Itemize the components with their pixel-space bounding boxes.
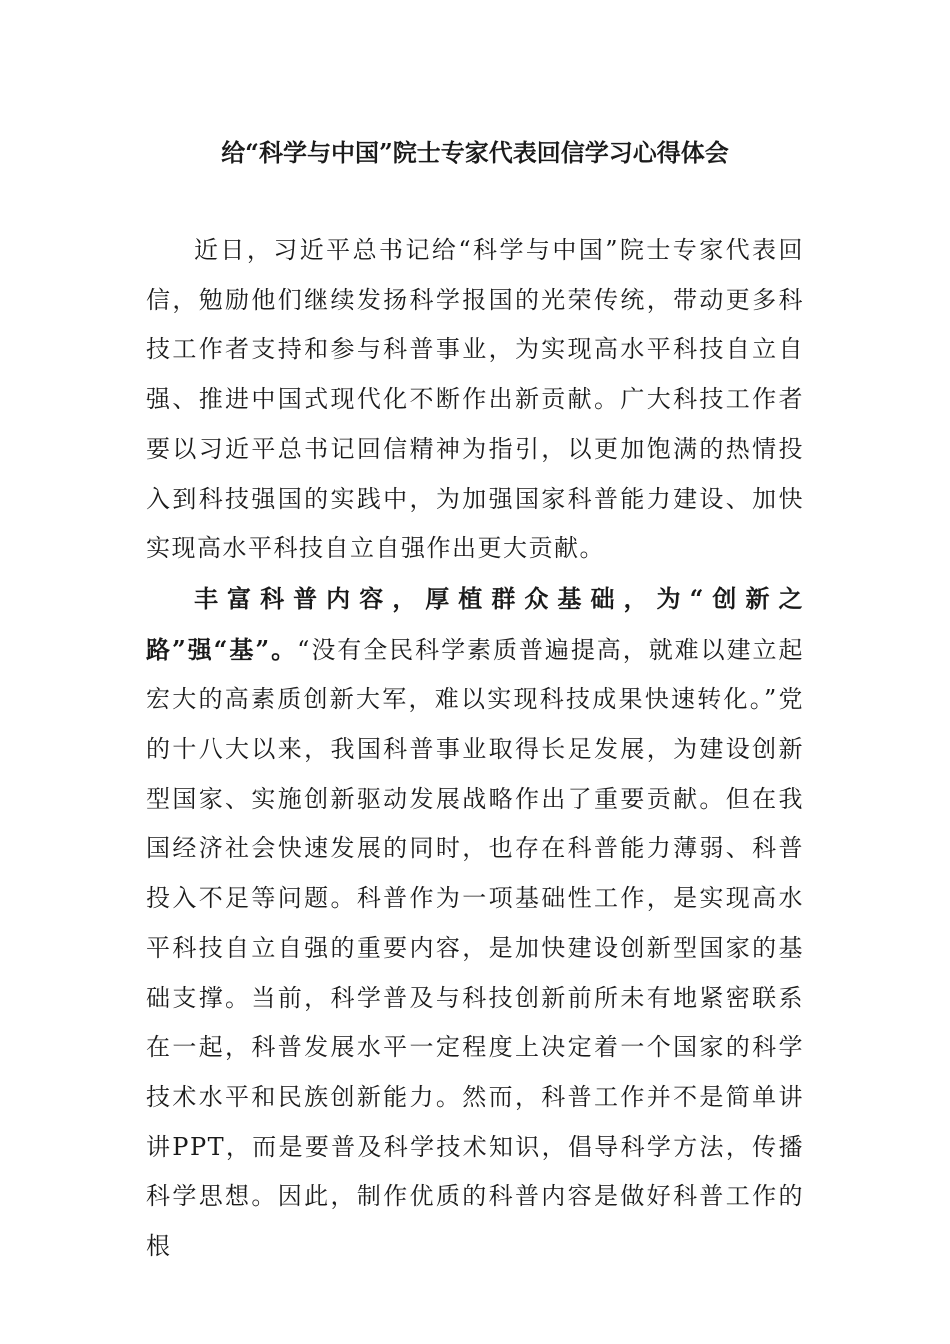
paragraph-lead-heading: 丰富科普内容，厚植群众基础，为“创新之路”强“基”。	[146, 583, 804, 664]
paragraph-content-text: “没有全民科学素质普遍提高，就难以建立起宏大的高素质创新大军，难以实现科技成果快速转化。”党的十八大以来，我国科普事业取得长足发展，为建设创新型国家、实施创新驱动发展战略作出了重要贡献。但在我国经济社会快速发展的同时，也存在科普能力薄弱、科普投入不足等问题。科普作为一项基础性工作，是实现高水平科技自立自强的重要内容，是加快建设创新型国家的基础支撑。当前，科学普及与科技创新前所未有地紧密联系在一起，科普发展水平一定程度上决定着一个国家的科学技术水平和民族创新能力。然而，科普工作并不是简单讲讲PPT，而是要普及科学技术知识，倡导科学方法，传播科学思想。因此，制作优质的科普内容是做好科普工作的根	[146, 635, 804, 1261]
document-body	[146, 226, 804, 1272]
document-title: 给“科学与中国”院士专家代表回信学习心得体会	[221, 138, 729, 167]
paragraph-intro: 近日，习近平总书记给“科学与中国”院士专家代表回信，勉励他们继续发扬科学报国的光荣传统，带动更多科技工作者支持和参与科普事业，为实现高水平科技自立自强、推进中国式现代化不断作出新贡献。广大科技工作者要以习近平总书记回信精神为指引，以更加饱满的热情投入到科技强国的实践中，为加强国家科普能力建设、加快实现高水平科技自立自强作出更大贡献。	[146, 236, 804, 563]
paragraph-content	[146, 574, 804, 1272]
